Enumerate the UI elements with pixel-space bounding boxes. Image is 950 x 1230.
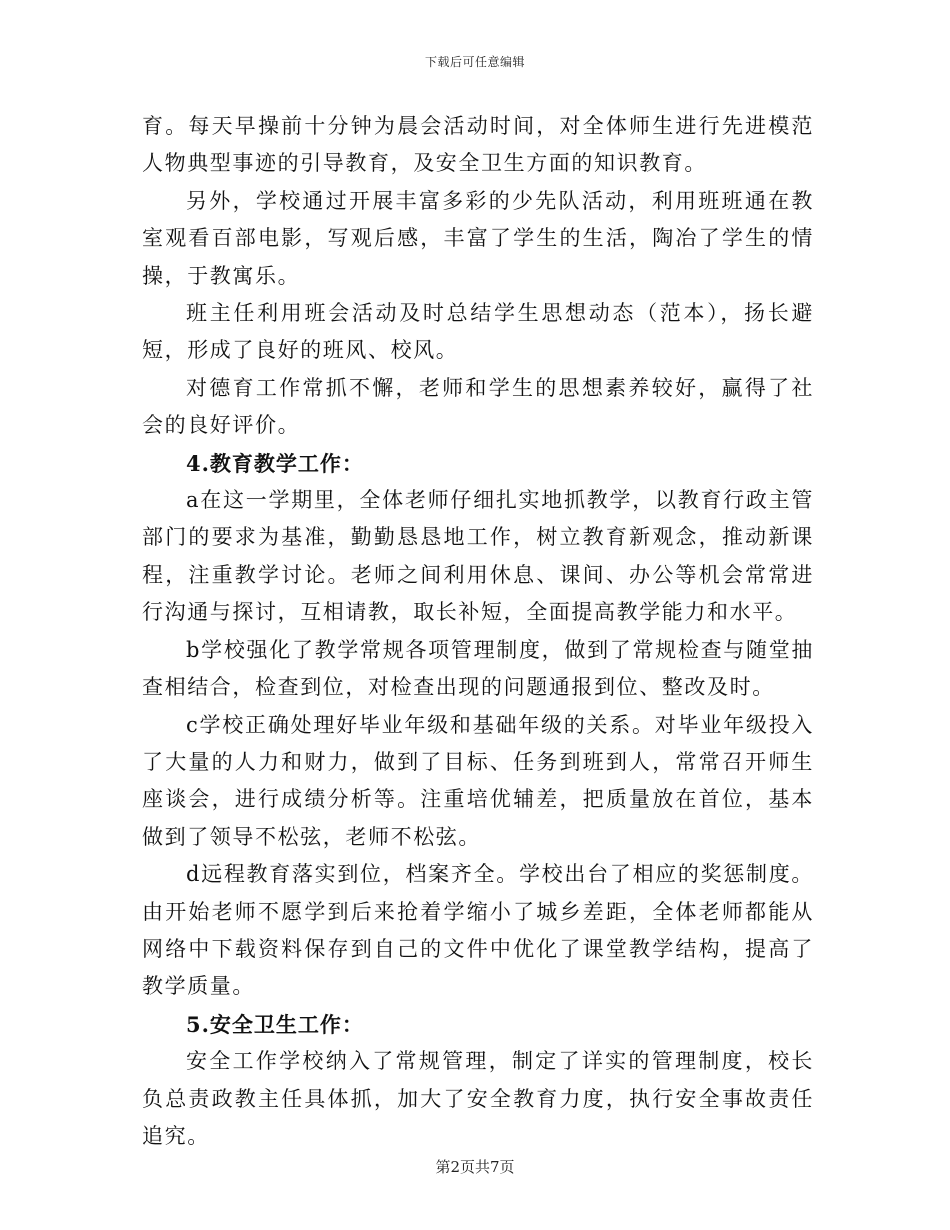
document-body [142,108,814,1155]
paragraph-teaching-c: c学校正确处理好毕业年级和基础年级的关系。对毕业年级投入了大量的人力和财力，做到了目标、任务到班到人，常常召开师生座谈会，进行成绩分析等。注重培优辅差，把质量放在首位，基本做到了领导不松弦，老师不松弦。 [142,712,814,849]
paragraph-young-pioneers: 另外，学校通过开展丰富多彩的少先队活动，利用班班通在教室观看百部电影，写观后感，丰富了学生的生活，陶冶了学生的情操，于教寓乐。 [142,188,814,288]
paragraph-teaching-b: b学校强化了教学常规各项管理制度，做到了常规检查与随堂抽查相结合，检查到位，对检查出现的问题通报到位、整改及时。 [142,637,814,700]
paragraph-teaching-a: a在这一学期里，全体老师仔细扎实地抓教学，以教育行政主管部门的要求为基准，勤勤恳恳地工作，树立教育新观念，推动新课程，注重教学讨论。老师之间利用休息、课间、办公等机会常常进行沟通与探讨，互相请教，取长补短，全面提高教学能力和水平。 [142,488,814,625]
page-header: 下载后可任意编辑 [424,55,525,69]
page-footer: 第2页共7页 [435,1158,515,1176]
paragraph-safety: 安全工作学校纳入了常规管理，制定了详实的管理制度，校长负总责政教主任具体抓，加大了安全教育力度，执行安全事故责任追究。 [142,1049,814,1148]
paragraph-teaching-d: d远程教育落实到位，档案齐全。学校出台了相应的奖惩制度。由开始老师不愿学到后来抢着学缩小了城乡差距，全体老师都能从网络中下载资料保存到自己的文件中优化了课堂教学结构，提高了教学质量。 [142,862,814,999]
paragraph-moral-work: 对德育工作常抓不懈，老师和学生的思想素养较好，赢得了社会的良好评价。 [142,375,814,438]
paragraph-class-meeting: 班主任利用班会活动及时总结学生思想动态（范本），扬长避短，形成了良好的班风、校风。 [142,301,814,363]
paragraph-moral-education-morning: 育。每天早操前十分钟为晨会活动时间，对全体师生进行先进模范人物典型事迹的引导教育，及安全卫生方面的知识教育。 [142,114,814,176]
section-heading-teaching: 4.教育教学工作： [186,450,364,476]
section-heading-safety: 5.安全卫生工作： [186,1011,364,1037]
